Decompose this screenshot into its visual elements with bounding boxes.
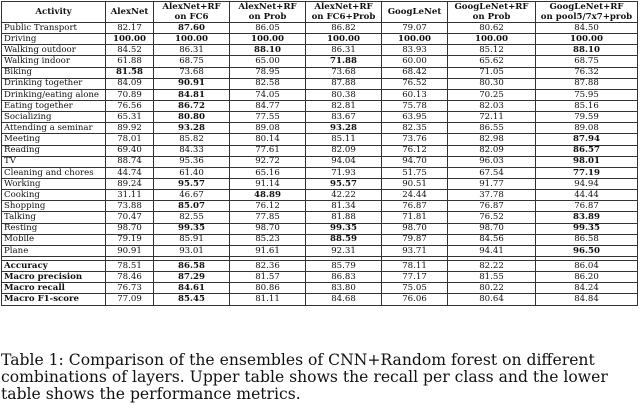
- value-cell: 84.52: [106, 45, 154, 56]
- activity-cell: Meeting: [2, 134, 106, 145]
- value-cell: 94.41: [448, 245, 536, 256]
- value-cell: 88.10: [230, 45, 306, 56]
- value-cell: 85.82: [154, 134, 230, 145]
- value-cell: 88.74: [106, 156, 154, 167]
- value-cell: 76.87: [536, 201, 638, 212]
- value-cell: 94.94: [536, 178, 638, 189]
- value-cell: 76.73: [106, 283, 154, 294]
- value-cell: 99.35: [306, 223, 382, 234]
- value-cell: 91.61: [230, 245, 306, 256]
- value-cell: 61.88: [106, 56, 154, 67]
- header-line1: GoogLeNet+RF: [454, 2, 529, 12]
- value-cell: 75.78: [382, 100, 448, 111]
- value-cell: 48.89: [230, 190, 306, 201]
- header-line2: on Prob: [248, 12, 287, 22]
- header-alexnet-rf-fc6-prob: [306, 2, 382, 23]
- value-cell: 70.89: [106, 89, 154, 100]
- value-cell: 85.79: [306, 260, 382, 271]
- table-row: [2, 167, 638, 178]
- header-googlenet: [382, 2, 448, 23]
- value-cell: 88.59: [306, 234, 382, 245]
- table-row: [2, 260, 638, 271]
- value-cell: 74.05: [230, 89, 306, 100]
- value-cell: 82.36: [230, 260, 306, 271]
- value-cell: 86.31: [306, 45, 382, 56]
- value-cell: 84.61: [154, 283, 230, 294]
- activity-cell: Drinking together: [2, 78, 106, 89]
- table-row: [2, 45, 638, 56]
- table-caption: Table 1: Comparison of the ensembles of CNN+Random forest on different combinations of layers. Upper table shows the recall per class and the lower table shows the performance metrics.: [1, 351, 608, 403]
- value-cell: 82.09: [306, 145, 382, 156]
- value-cell: 84.81: [154, 89, 230, 100]
- value-cell: 81.11: [230, 294, 306, 305]
- table-row: [2, 245, 638, 256]
- header-row: [2, 2, 638, 23]
- value-cell: 95.57: [154, 178, 230, 189]
- value-cell: 77.17: [382, 272, 448, 283]
- value-cell: 78.11: [382, 260, 448, 271]
- header-alexnet-label: AlexNet: [110, 7, 149, 17]
- activity-cell: Talking: [2, 212, 106, 223]
- value-cell: 77.85: [230, 212, 306, 223]
- value-cell: 73.76: [382, 134, 448, 145]
- value-cell: 37.78: [448, 190, 536, 201]
- value-cell: 24.44: [382, 190, 448, 201]
- value-cell: 84.50: [536, 23, 638, 34]
- value-cell: 90.91: [106, 245, 154, 256]
- value-cell: 100.00: [536, 34, 638, 45]
- value-cell: 83.89: [536, 212, 638, 223]
- value-cell: 82.81: [306, 100, 382, 111]
- value-cell: 87.29: [154, 272, 230, 283]
- activity-cell: Cooking: [2, 190, 106, 201]
- activity-cell: Macro precision: [2, 272, 106, 283]
- value-cell: 70.25: [448, 89, 536, 100]
- value-cell: 75.95: [536, 89, 638, 100]
- value-cell: 76.87: [448, 201, 536, 212]
- value-cell: 93.71: [382, 245, 448, 256]
- value-cell: 81.58: [106, 67, 154, 78]
- value-cell: 86.83: [306, 272, 382, 283]
- header-line1: GoogLeNet+RF: [549, 2, 624, 12]
- value-cell: 77.61: [230, 145, 306, 156]
- header-alexnet: [106, 2, 154, 23]
- header-line2: on Prob: [472, 12, 511, 22]
- value-cell: 65.00: [230, 56, 306, 67]
- value-cell: 80.64: [448, 294, 536, 305]
- value-cell: 82.58: [230, 78, 306, 89]
- value-cell: 68.75: [536, 56, 638, 67]
- value-cell: 78.46: [106, 272, 154, 283]
- value-cell: 94.70: [382, 156, 448, 167]
- value-cell: 77.55: [230, 112, 306, 123]
- header-googlenet-label: GoogLeNet: [387, 7, 442, 17]
- header-line1: AlexNet+RF: [314, 2, 373, 12]
- value-cell: 61.40: [154, 167, 230, 178]
- value-cell: 82.17: [106, 23, 154, 34]
- table-row: [2, 212, 638, 223]
- value-cell: 85.12: [448, 45, 536, 56]
- value-cell: 95.57: [306, 178, 382, 189]
- value-cell: 65.16: [230, 167, 306, 178]
- value-cell: 76.56: [106, 100, 154, 111]
- value-cell: 82.22: [448, 260, 536, 271]
- table-row: [2, 34, 638, 45]
- header-line2: on FC6+Prob: [311, 12, 376, 22]
- value-cell: 82.98: [448, 134, 536, 145]
- table-row: [2, 89, 638, 100]
- activity-cell: Walking outdoor: [2, 45, 106, 56]
- value-cell: 87.88: [536, 78, 638, 89]
- value-cell: 99.35: [536, 223, 638, 234]
- value-cell: 84.56: [448, 234, 536, 245]
- value-cell: 60.13: [382, 89, 448, 100]
- activity-cell: Mobile: [2, 234, 106, 245]
- value-cell: 100.00: [154, 34, 230, 45]
- value-cell: 76.52: [448, 212, 536, 223]
- value-cell: 84.24: [536, 283, 638, 294]
- value-cell: 44.74: [106, 167, 154, 178]
- value-cell: 87.88: [306, 78, 382, 89]
- value-cell: 98.70: [230, 223, 306, 234]
- table-row: [2, 272, 638, 283]
- table-row: [2, 294, 638, 305]
- value-cell: 79.87: [382, 234, 448, 245]
- table-row: [2, 112, 638, 123]
- value-cell: 65.62: [448, 56, 536, 67]
- activity-cell: TV: [2, 156, 106, 167]
- value-cell: 42.22: [306, 190, 382, 201]
- activity-cell: Walking indoor: [2, 56, 106, 67]
- header-line2: on FC6: [174, 12, 209, 22]
- activity-cell: Accuracy: [2, 260, 106, 271]
- per-class-recall-body: [2, 23, 638, 257]
- value-cell: 77.19: [536, 167, 638, 178]
- value-cell: 87.60: [154, 23, 230, 34]
- value-cell: 46.67: [154, 190, 230, 201]
- table-row: [2, 178, 638, 189]
- table-row: [2, 145, 638, 156]
- value-cell: 96.03: [448, 156, 536, 167]
- value-cell: 98.70: [106, 223, 154, 234]
- value-cell: 73.88: [106, 201, 154, 212]
- value-cell: 86.72: [154, 100, 230, 111]
- table-row: [2, 23, 638, 34]
- header-activity-label: Activity: [35, 7, 72, 17]
- value-cell: 80.14: [230, 134, 306, 145]
- value-cell: 100.00: [230, 34, 306, 45]
- value-cell: 71.93: [306, 167, 382, 178]
- table-row: [2, 223, 638, 234]
- value-cell: 80.62: [448, 23, 536, 34]
- table-row: [2, 134, 638, 145]
- value-cell: 94.04: [306, 156, 382, 167]
- table-row: [2, 123, 638, 134]
- value-cell: 85.11: [306, 134, 382, 145]
- activity-cell: Reading: [2, 145, 106, 156]
- value-cell: 100.00: [382, 34, 448, 45]
- value-cell: 85.91: [154, 234, 230, 245]
- value-cell: 84.77: [230, 100, 306, 111]
- value-cell: 76.87: [382, 201, 448, 212]
- header-googlenet-rf-pool5-prob: [536, 2, 638, 23]
- value-cell: 98.70: [448, 223, 536, 234]
- value-cell: 71.88: [306, 56, 382, 67]
- value-cell: 90.91: [154, 78, 230, 89]
- activity-cell: Working: [2, 178, 106, 189]
- value-cell: 86.58: [154, 260, 230, 271]
- value-cell: 77.09: [106, 294, 154, 305]
- header-line2: on pool5/7x7+prob: [540, 12, 633, 22]
- table-header: [2, 2, 638, 23]
- value-cell: 79.59: [536, 112, 638, 123]
- value-cell: 83.80: [306, 283, 382, 294]
- value-cell: 72.11: [448, 112, 536, 123]
- value-cell: 84.33: [154, 145, 230, 156]
- activity-cell: Eating together: [2, 100, 106, 111]
- activity-cell: Shopping: [2, 201, 106, 212]
- value-cell: 80.80: [154, 112, 230, 123]
- value-cell: 71.05: [448, 67, 536, 78]
- activity-cell: Attending a seminar: [2, 123, 106, 134]
- value-cell: 82.55: [154, 212, 230, 223]
- value-cell: 89.08: [536, 123, 638, 134]
- table-row: [2, 78, 638, 89]
- activity-cell: Macro F1-score: [2, 294, 106, 305]
- value-cell: 91.77: [448, 178, 536, 189]
- value-cell: 82.03: [448, 100, 536, 111]
- header-line1: AlexNet+RF: [162, 2, 221, 12]
- value-cell: 83.93: [382, 45, 448, 56]
- value-cell: 84.09: [106, 78, 154, 89]
- table-row: [2, 283, 638, 294]
- value-cell: 81.34: [306, 201, 382, 212]
- value-cell: 93.28: [154, 123, 230, 134]
- value-cell: 88.10: [536, 45, 638, 56]
- results-table: [1, 1, 638, 306]
- value-cell: 84.84: [536, 294, 638, 305]
- value-cell: 60.00: [382, 56, 448, 67]
- table-row: [2, 234, 638, 245]
- value-cell: 89.92: [106, 123, 154, 134]
- value-cell: 78.51: [106, 260, 154, 271]
- header-activity: [2, 2, 106, 23]
- value-cell: 86.82: [306, 23, 382, 34]
- value-cell: 86.05: [230, 23, 306, 34]
- table-row: [2, 67, 638, 78]
- value-cell: 95.36: [154, 156, 230, 167]
- value-cell: 76.12: [230, 201, 306, 212]
- value-cell: 100.00: [106, 34, 154, 45]
- value-cell: 86.31: [154, 45, 230, 56]
- value-cell: 92.31: [306, 245, 382, 256]
- value-cell: 93.28: [306, 123, 382, 134]
- value-cell: 90.51: [382, 178, 448, 189]
- value-cell: 73.68: [154, 67, 230, 78]
- value-cell: 93.01: [154, 245, 230, 256]
- header-alexnet-rf-fc6: [154, 2, 230, 23]
- value-cell: 96.50: [536, 245, 638, 256]
- value-cell: 76.32: [536, 67, 638, 78]
- table-row: [2, 100, 638, 111]
- table-row: [2, 190, 638, 201]
- value-cell: 68.75: [154, 56, 230, 67]
- activity-cell: Public Transport: [2, 23, 106, 34]
- value-cell: 82.35: [382, 123, 448, 134]
- value-cell: 78.01: [106, 134, 154, 145]
- table-row: [2, 201, 638, 212]
- value-cell: 70.47: [106, 212, 154, 223]
- value-cell: 99.35: [154, 223, 230, 234]
- value-cell: 81.57: [230, 272, 306, 283]
- header-alexnet-rf-prob: [230, 2, 306, 23]
- value-cell: 75.05: [382, 283, 448, 294]
- activity-cell: Cleaning and chores: [2, 167, 106, 178]
- value-cell: 80.86: [230, 283, 306, 294]
- value-cell: 71.81: [382, 212, 448, 223]
- value-cell: 63.95: [382, 112, 448, 123]
- table-row: [2, 156, 638, 167]
- activity-cell: Driving: [2, 34, 106, 45]
- table-row: [2, 56, 638, 67]
- value-cell: 87.94: [536, 134, 638, 145]
- value-cell: 65.31: [106, 112, 154, 123]
- value-cell: 91.14: [230, 178, 306, 189]
- value-cell: 76.06: [382, 294, 448, 305]
- value-cell: 82.09: [448, 145, 536, 156]
- value-cell: 31.11: [106, 190, 154, 201]
- value-cell: 92.72: [230, 156, 306, 167]
- value-cell: 78.95: [230, 67, 306, 78]
- activity-cell: Macro recall: [2, 283, 106, 294]
- value-cell: 85.07: [154, 201, 230, 212]
- value-cell: 89.08: [230, 123, 306, 134]
- header-line1: AlexNet+RF: [238, 2, 297, 12]
- value-cell: 86.57: [536, 145, 638, 156]
- activity-cell: Resting: [2, 223, 106, 234]
- value-cell: 98.70: [382, 223, 448, 234]
- value-cell: 98.01: [536, 156, 638, 167]
- activity-cell: Drinking/eating alone: [2, 89, 106, 100]
- value-cell: 89.24: [106, 178, 154, 189]
- value-cell: 86.55: [448, 123, 536, 134]
- value-cell: 86.58: [536, 234, 638, 245]
- value-cell: 86.20: [536, 272, 638, 283]
- performance-metrics-body: [2, 260, 638, 305]
- value-cell: 80.38: [306, 89, 382, 100]
- value-cell: 85.23: [230, 234, 306, 245]
- value-cell: 44.44: [536, 190, 638, 201]
- value-cell: 73.68: [306, 67, 382, 78]
- activity-cell: Biking: [2, 67, 106, 78]
- value-cell: 85.45: [154, 294, 230, 305]
- value-cell: 76.52: [382, 78, 448, 89]
- value-cell: 81.88: [306, 212, 382, 223]
- value-cell: 81.55: [448, 272, 536, 283]
- value-cell: 86.04: [536, 260, 638, 271]
- activity-cell: Socializing: [2, 112, 106, 123]
- value-cell: 67.54: [448, 167, 536, 178]
- value-cell: 51.75: [382, 167, 448, 178]
- value-cell: 69.40: [106, 145, 154, 156]
- activity-cell: Plane: [2, 245, 106, 256]
- value-cell: 84.68: [306, 294, 382, 305]
- value-cell: 80.30: [448, 78, 536, 89]
- value-cell: 76.12: [382, 145, 448, 156]
- header-googlenet-rf-prob: [448, 2, 536, 23]
- value-cell: 79.19: [106, 234, 154, 245]
- value-cell: 79.07: [382, 23, 448, 34]
- value-cell: 83.67: [306, 112, 382, 123]
- value-cell: 100.00: [448, 34, 536, 45]
- value-cell: 100.00: [306, 34, 382, 45]
- value-cell: 80.22: [448, 283, 536, 294]
- value-cell: 85.16: [536, 100, 638, 111]
- value-cell: 68.42: [382, 67, 448, 78]
